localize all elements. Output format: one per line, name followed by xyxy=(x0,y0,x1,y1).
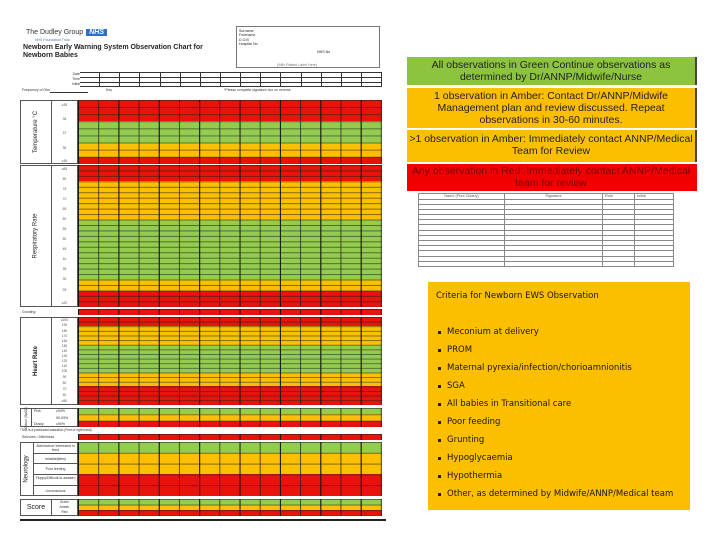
rr-value: ≥85 xyxy=(61,167,68,171)
seizures-grid[interactable] xyxy=(78,434,382,440)
signature-note: *Please complete signature box on reverse xyxy=(224,88,291,92)
patient-label-box[interactable] xyxy=(236,26,380,68)
square-bullet-icon xyxy=(438,403,441,406)
temp-value: 36 xyxy=(62,146,67,150)
criteria-item xyxy=(436,377,682,395)
criteria-item-text: Grunting xyxy=(447,435,485,445)
score-amber-label: Amber xyxy=(59,505,70,509)
grunting-grid[interactable] xyxy=(78,309,382,315)
square-bullet-icon xyxy=(438,421,441,424)
neurology-grid[interactable] xyxy=(78,442,382,496)
rr-value: 40 xyxy=(62,257,67,261)
grunting-section xyxy=(20,309,386,315)
criteria-list xyxy=(436,323,682,503)
criteria-item-text: Meconium at delivery xyxy=(447,327,539,337)
criteria-title: Criteria for Newborn EWS Observation xyxy=(436,291,599,301)
score-section xyxy=(20,499,386,516)
square-bullet-icon xyxy=(438,457,441,460)
nhs-no-field: NHS No xyxy=(317,50,331,54)
rr-value: 75 xyxy=(62,187,67,191)
hr-value: 60 xyxy=(62,393,67,397)
neuro-poor-feeding-label: Poor feeding xyxy=(34,464,77,475)
criteria-item xyxy=(436,323,682,341)
signature-column-header: Signature xyxy=(505,194,603,200)
temp-value: 37 xyxy=(62,131,67,135)
score-label-cell xyxy=(20,499,52,516)
hr-value: 170 xyxy=(61,334,68,338)
hr-value: 110 xyxy=(61,364,68,368)
hr-value: 70 xyxy=(62,387,67,391)
page-bottom-rule xyxy=(20,519,386,521)
role-column-header: Role xyxy=(603,194,635,200)
grunting-label: Grunting xyxy=(22,310,36,314)
temp-value: ≥39 xyxy=(61,103,68,107)
criteria-item xyxy=(436,413,682,431)
colour-pink-value: ≥94% xyxy=(56,409,65,413)
saturation-footnote: *This is a postductal saturation (Feet or right hand) xyxy=(20,428,92,432)
temperature-values xyxy=(52,100,78,164)
chart-title: Newborn Early Warning System Observation Chart for Newborn Babies xyxy=(23,44,203,59)
escalation-green-box: All observations in Green Continue observations as determined by Dr/ANNP/Midwife/Nurse xyxy=(407,57,697,85)
rr-value: 80 xyxy=(62,177,67,181)
seizures-label: Seizures / Jitteriness xyxy=(22,435,55,439)
respiratory-grid[interactable] xyxy=(78,165,382,307)
criteria-item-text: All babies in Transitional care xyxy=(447,399,572,409)
neurology-section xyxy=(20,442,386,496)
temp-value: ≤36 xyxy=(61,159,68,163)
neurology-row-labels xyxy=(34,442,78,496)
rr-value: 45 xyxy=(62,247,67,251)
colour-dusky-value: ≤90% xyxy=(56,422,65,426)
score-green-label: Green xyxy=(59,500,70,504)
respiratory-section xyxy=(20,165,386,307)
neuro-unconscious-label: Unconscious xyxy=(45,489,66,493)
square-bullet-icon xyxy=(438,385,441,388)
score-red-label: Red xyxy=(61,510,68,514)
criteria-item xyxy=(436,485,682,503)
temperature-label: Temperature °C xyxy=(33,110,39,154)
seizures-section xyxy=(20,434,386,440)
score-row-labels xyxy=(52,499,78,516)
colour-mid-value: 90-93% xyxy=(56,416,69,420)
heart-rate-section xyxy=(20,317,386,405)
respiratory-values xyxy=(52,165,78,307)
square-bullet-icon xyxy=(438,331,441,334)
criteria-item-text: Other, as determined by Midwife/ANNP/Medical team xyxy=(447,489,674,499)
square-bullet-icon xyxy=(438,349,441,352)
frequency-label: Frequency of Obs xyxy=(22,88,50,92)
neurology-label-cell xyxy=(20,442,34,496)
initial-label: Initial xyxy=(71,82,80,86)
criteria-item-text: Hypothermia xyxy=(447,471,503,481)
criteria-item xyxy=(436,467,682,485)
rr-value: 70 xyxy=(62,197,67,201)
square-bullet-icon xyxy=(438,493,441,496)
surname-field: Surname xyxy=(239,29,254,33)
heart-rate-grid[interactable] xyxy=(78,317,382,405)
hospital-no-field: Hospital No xyxy=(239,42,258,47)
time-label: Time xyxy=(72,77,80,81)
colour-label-cell xyxy=(20,408,32,427)
criteria-item xyxy=(436,359,682,377)
rr-value: 35 xyxy=(62,267,67,271)
temperature-section xyxy=(20,100,386,164)
score-label: Score xyxy=(26,504,46,511)
hr-value: ≤50 xyxy=(61,399,68,403)
rr-value: 30 xyxy=(62,277,67,281)
newborn-ews-observation-chart xyxy=(20,24,386,522)
escalation-amber-single-box: 1 observation in Amber: Contact Dr/ANNP/Midwife Management plan and review discussed. Repeat observations in 30-60 minutes. xyxy=(407,88,697,128)
colour-row-labels xyxy=(32,408,78,427)
criteria-box xyxy=(428,282,690,510)
criteria-item xyxy=(436,395,682,413)
criteria-item-text: Maternal pyrexia/infection/chorioamnionitis xyxy=(447,363,632,373)
neuro-alert-label: Alert/active/ interested in feed xyxy=(34,443,77,454)
trust-logo xyxy=(26,29,107,36)
rr-value: 60 xyxy=(62,217,67,221)
temp-value: 38 xyxy=(62,117,67,121)
criteria-item xyxy=(436,431,682,449)
criteria-item-text: SGA xyxy=(447,381,465,391)
rr-value: ≤20 xyxy=(61,301,68,305)
org-name: The Dudley Group xyxy=(26,29,84,36)
hr-value: 80 xyxy=(62,381,67,385)
rr-value: 25 xyxy=(62,288,67,292)
neuro-floppy-label: Floppy/Difficult to awaken xyxy=(34,475,77,486)
date-time-initial-rows xyxy=(20,72,386,87)
rr-value: 65 xyxy=(62,207,67,211)
hr-value: 150 xyxy=(61,344,68,348)
criteria-item xyxy=(436,449,682,467)
key-label: Key xyxy=(106,88,113,92)
hr-value: 90 xyxy=(62,375,67,379)
respiratory-label: Respiratory Rate xyxy=(33,213,39,259)
signature-table xyxy=(418,193,674,267)
square-bullet-icon xyxy=(438,475,441,478)
colour-label: Colour (SpO2) xyxy=(24,406,29,429)
colour-pink-label: Pink xyxy=(34,409,41,413)
trust-subtitle: NHS Foundation Trust xyxy=(35,38,70,42)
colour-section xyxy=(20,408,386,427)
hr-value: 190 xyxy=(61,323,68,327)
rr-value: 55 xyxy=(62,227,67,231)
respiratory-label-cell xyxy=(20,165,52,307)
hr-value: 140 xyxy=(61,349,68,353)
frequency-row xyxy=(20,88,386,94)
signature-row[interactable] xyxy=(419,261,674,266)
rr-value: 50 xyxy=(62,237,67,241)
initial-cells[interactable] xyxy=(80,82,382,87)
forename-field: Forename xyxy=(239,33,256,38)
square-bullet-icon xyxy=(438,439,441,442)
neuro-irritable-label: Irritable/jittery xyxy=(34,454,77,464)
temperature-label-cell xyxy=(20,100,52,164)
colour-grid[interactable] xyxy=(78,408,382,427)
escalation-red-box: Any observation in Red: Immediately contact ANNP/Medical team for review xyxy=(407,164,697,191)
hr-value: 120 xyxy=(61,359,68,363)
affix-label-note: (Affix Patient Label Here) xyxy=(277,63,318,67)
initial-column-header: Initial xyxy=(635,194,674,200)
square-bullet-icon xyxy=(438,367,441,370)
dob-field: D.O.B xyxy=(239,37,249,42)
heart-rate-label: Heart Rate xyxy=(33,345,40,377)
criteria-item-text: PROM xyxy=(447,345,473,355)
heart-rate-values xyxy=(52,317,78,405)
colour-dusky-label: Dusky xyxy=(34,422,44,426)
hr-value: 160 xyxy=(61,339,68,343)
heart-rate-label-cell xyxy=(20,317,52,405)
escalation-amber-multiple-box: >1 observation in Amber: Immediately contact ANNP/Medical Team for Review xyxy=(407,130,697,162)
hr-value: 100 xyxy=(61,369,68,373)
hr-value: ≥200 xyxy=(60,318,69,322)
date-label: Date xyxy=(72,72,80,76)
temperature-grid[interactable] xyxy=(78,100,382,164)
neurology-label: Neurology xyxy=(24,455,31,483)
score-grid[interactable] xyxy=(78,499,382,516)
criteria-item xyxy=(436,341,682,359)
nhs-logo-badge: NHS xyxy=(86,29,107,36)
frequency-input-line[interactable] xyxy=(50,92,88,93)
initial-row[interactable] xyxy=(20,82,386,87)
hr-value: 180 xyxy=(61,329,68,333)
criteria-item-text: Hypoglycaemia xyxy=(447,453,513,463)
hr-value: 130 xyxy=(61,354,68,358)
criteria-item-text: Poor feeding xyxy=(447,417,501,427)
name-column-header: Name (Print Clearly) xyxy=(419,194,505,200)
